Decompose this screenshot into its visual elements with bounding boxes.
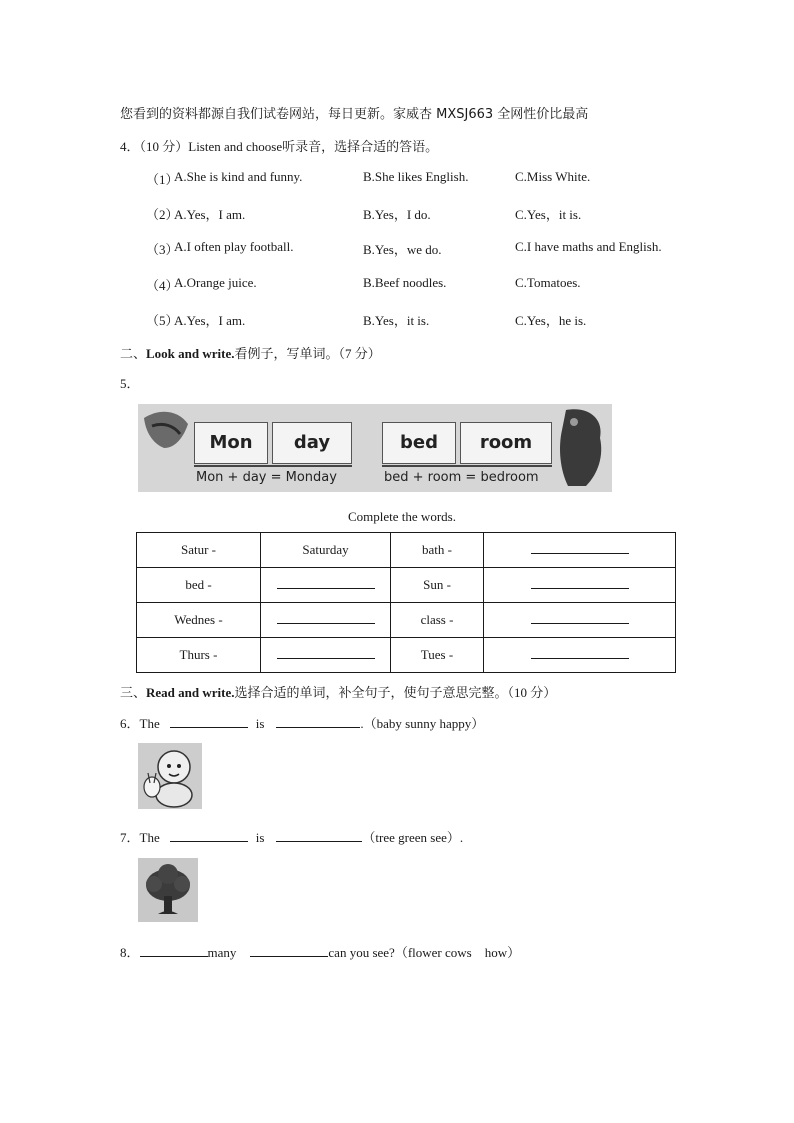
q8-blank-2[interactable]: [250, 944, 328, 957]
table-row: [137, 568, 676, 603]
q4-item-number: （5）: [146, 313, 179, 328]
q8-hint: can you see?（flower cows how）: [328, 945, 521, 960]
q4-option-c: C.Yes，it is.: [515, 207, 582, 222]
answer-blank-line: [531, 614, 629, 624]
q4-item-number: （1）: [146, 172, 179, 187]
table-cell-prefix: class -: [391, 603, 484, 638]
q8-number: 8．: [120, 945, 140, 960]
q6-sentence: [120, 713, 484, 732]
answer-blank-line: [531, 579, 629, 589]
q6-the: The: [139, 716, 160, 731]
q8-blank-1[interactable]: [140, 944, 208, 957]
header-note: 您看到的资料都源自我们试卷网站，每日更新。家威杏 MXSJ663 全网性价比最高: [120, 107, 589, 122]
table-cell-prefix: Thurs -: [137, 638, 261, 673]
section2-heading: [120, 343, 381, 362]
q7-blank-2[interactable]: [276, 829, 362, 842]
table-row: [137, 603, 676, 638]
table-cell-prefix: Wednes -: [137, 603, 261, 638]
q4-option-b: B.Beef noodles.: [363, 275, 447, 290]
q4-title: 4．（10 分）Listen and choose听录音，选择合适的答语。: [120, 139, 439, 154]
q4-option-b: B.Yes，I do.: [363, 207, 431, 222]
example-card-bed: bed: [382, 422, 456, 464]
q7-hint: （tree green see）.: [362, 830, 464, 845]
q6-hint: .（baby sunny happy）: [360, 716, 485, 731]
example-card-day: day: [272, 422, 352, 464]
q4-option-b: B.She likes English.: [363, 169, 469, 184]
example-equation-monday: Mon + day = Monday: [196, 470, 337, 485]
q4-option-b: B.Yes，it is.: [363, 313, 430, 328]
table-cell-prefix: Satur -: [137, 533, 261, 568]
table-cell-blank[interactable]: [261, 568, 391, 603]
section3-rest: 选择合适的单词，补全句子，使句子意思完整。（10 分）: [234, 685, 557, 700]
section3-bold: Read and write.: [146, 685, 235, 700]
q7-is: is: [255, 830, 265, 845]
table-cell-blank[interactable]: [484, 638, 676, 673]
q4-option-c: C.I have maths and English.: [515, 239, 662, 254]
answer-blank-line: [277, 579, 375, 589]
q7-sentence: [120, 827, 463, 846]
q4-option-a: A.Yes，I am.: [174, 207, 246, 222]
section3-prefix: 三、: [120, 685, 147, 700]
table-caption: Complete the words.: [348, 509, 456, 524]
q4-option-a: A.Yes，I am.: [174, 313, 246, 328]
q8-many: many: [207, 945, 237, 960]
q6-blank-2[interactable]: [276, 715, 360, 728]
words-table: [136, 532, 676, 673]
section2-prefix: 二、: [120, 346, 147, 361]
q4-option-a: A.Orange juice.: [174, 275, 257, 290]
q7-number: 7．: [120, 830, 140, 845]
table-cell-blank[interactable]: [484, 603, 676, 638]
example-card-room: room: [460, 422, 552, 464]
q4-item-number: （4）: [146, 278, 179, 293]
q4-option-c: C.Miss White.: [515, 169, 591, 184]
q4-item-number: （2）: [146, 207, 179, 222]
tree-image: [138, 858, 198, 922]
section2-rest: 看例子，写单词。（7 分）: [234, 346, 381, 361]
q7-the: The: [139, 830, 160, 845]
q6-is: is: [255, 716, 265, 731]
answer-blank-line: [277, 614, 375, 624]
table-cell-prefix: bed -: [137, 568, 261, 603]
example-banner: [138, 404, 612, 492]
table-cell-prefix: Sun -: [391, 568, 484, 603]
q8-sentence: [120, 942, 520, 961]
example-equation-bedroom: bed + room = bedroom: [384, 470, 539, 485]
q7-blank-1[interactable]: [170, 829, 248, 842]
example-card-mon: Mon: [194, 422, 268, 464]
q4-item-number: （3）: [146, 242, 179, 257]
table-cell-prefix: bath -: [391, 533, 484, 568]
table-cell-answer: Saturday: [261, 533, 391, 568]
table-cell-blank[interactable]: [261, 638, 391, 673]
table-row: [137, 533, 676, 568]
answer-blank-line: [277, 649, 375, 659]
baby-image: [138, 743, 202, 809]
table-cell-blank[interactable]: [484, 533, 676, 568]
table-cell-blank[interactable]: [261, 603, 391, 638]
q4-option-b: B.Yes，we do.: [363, 242, 442, 257]
q4-option-c: C.Yes，he is.: [515, 313, 587, 328]
table-row: [137, 638, 676, 673]
q4-option-a: A.She is kind and funny.: [174, 169, 303, 184]
q4-option-c: C.Tomatoes.: [515, 275, 581, 290]
section3-heading: [120, 682, 556, 701]
q4-option-a: A.I often play football.: [174, 239, 294, 254]
answer-blank-line: [531, 544, 629, 554]
q6-number: 6．: [120, 716, 140, 731]
q5-number: 5．: [120, 376, 140, 391]
table-cell-blank[interactable]: [484, 568, 676, 603]
q6-blank-1[interactable]: [170, 715, 248, 728]
answer-blank-line: [531, 649, 629, 659]
table-cell-prefix: Tues -: [391, 638, 484, 673]
section2-bold: Look and write.: [146, 346, 235, 361]
